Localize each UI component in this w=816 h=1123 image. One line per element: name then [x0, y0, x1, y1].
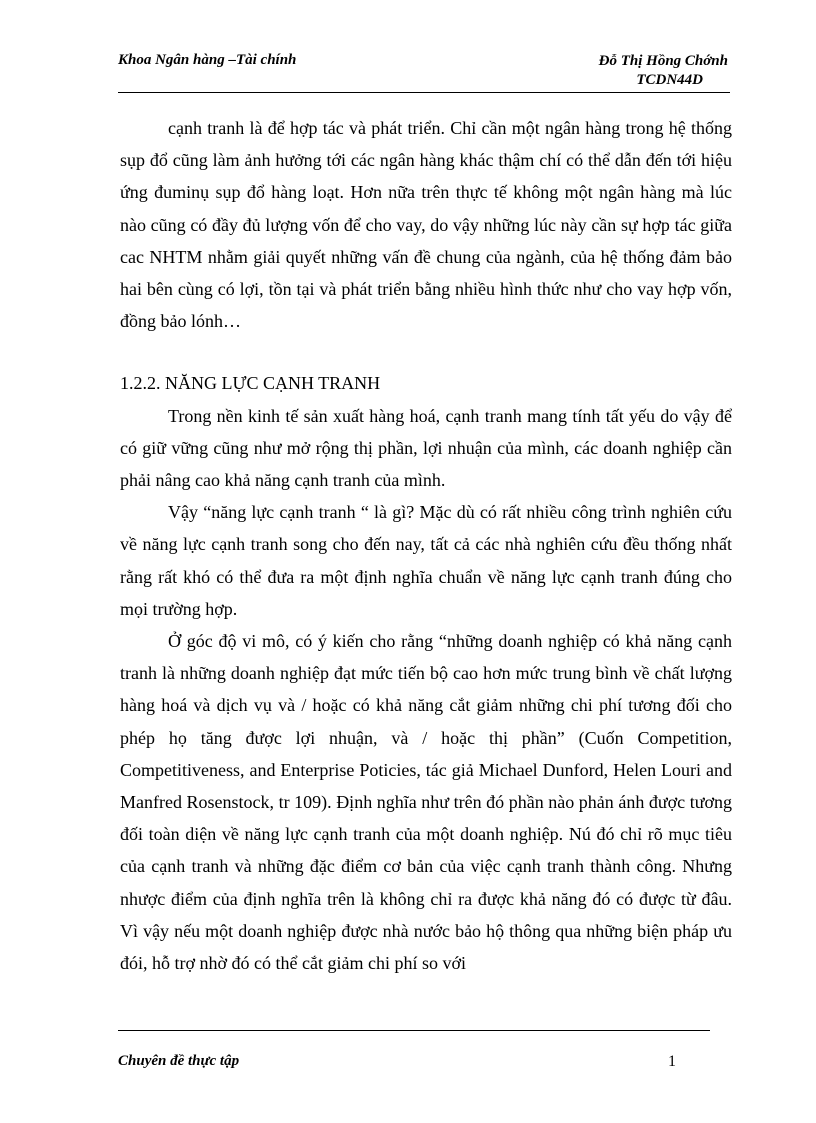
page-number: 1 [668, 1053, 676, 1070]
header-class-code: TCDN44D [636, 72, 703, 88]
paragraph-3: Vậy “năng lực cạnh tranh “ là gì? Mặc dù có rất nhiều công trình nghiên cứu về năng lực cạnh tranh song cho đến nay, tất cả các nhà nghiên cứu đều thống nhất rằng rất khó có thể đưa ra một định nghĩa chuẩn về năng lực cạnh tranh đúng cho mọi trường hợp. [120, 502, 732, 619]
paragraph-4: Ở góc độ vi mô, có ý kiến cho rằng “những doanh nghiệp có khả năng cạnh tranh là những doanh nghiệp đạt mức tiến bộ cao hơn mức trung bình về chất lượng hàng hoá và dịch vụ và / hoặc có khả năng cắt giảm những chi phí tương đối cho phép họ tăng được lợi nhuận, và / hoặc thị phần” (Cuốn Competition, Competitiveness, and Enterprise Poticies, tác giả Michael Dunford, Helen Louri and Manfred Rosenstock, tr 109). Định nghĩa như trên đó phần nào phản ánh được tương đối toàn diện về năng lực cạnh tranh của một doanh nghiệp. Nú đó chỉ rõ mục tiêu của cạnh tranh và những đặc điểm cơ bản của việc cạnh tranh thành công. Nhưng nhược điểm của định nghĩa trên là không chỉ ra được khả năng đó có được từ đâu. Vì vậy nếu một doanh nghiệp được nhà nước bảo hộ thông qua những biện pháp ưu đói, hỗ trợ nhờ đó có thể cắt giảm chi phí so với [120, 631, 732, 974]
header-author-name: Đỗ Thị Hồng Chớnh [598, 53, 728, 69]
paragraph-1: cạnh tranh là để hợp tác và phát triển. Chỉ cần một ngân hàng trong hệ thống sụp đổ cũng làm ảnh hưởng tới các ngân hàng khác thậm chí có thể dẫn đến tới hiệu ứng đuminụ sụp đổ hàng loạt. Hơn nữa trên thực tế không một ngân hàng mà lúc nào cũng có đầy đủ lượng vốn để cho vay, do vậy những lúc này cần sự hợp tác giữa cac NHTM nhằm giải quyết những vấn đề chung của ngành, của hệ thống đảm bảo hai bên cùng có lợi, tồn tại và phát triển bằng nhiều hình thức như cho vay hợp vốn, đồng bảo lónh… [120, 118, 732, 332]
section-heading: 1.2.2. NĂNG LỰC CẠNH TRANH [120, 373, 381, 394]
header-department: Khoa Ngân hàng –Tài chính [118, 52, 297, 68]
paragraph-2: Trong nền kinh tế sản xuất hàng hoá, cạnh tranh mang tính tất yếu do vậy để có giữ vững cũng như mở rộng thị phần, lợi nhuận của mình, các doanh nghiệp cần phải nâng cao khả năng cạnh tranh của mình. [120, 405, 732, 491]
page-body [120, 112, 732, 979]
footer-title: Chuyên đề thực tập [118, 1053, 240, 1069]
header-rule [118, 92, 730, 93]
header-author [599, 52, 728, 90]
footer-rule [118, 1030, 710, 1031]
